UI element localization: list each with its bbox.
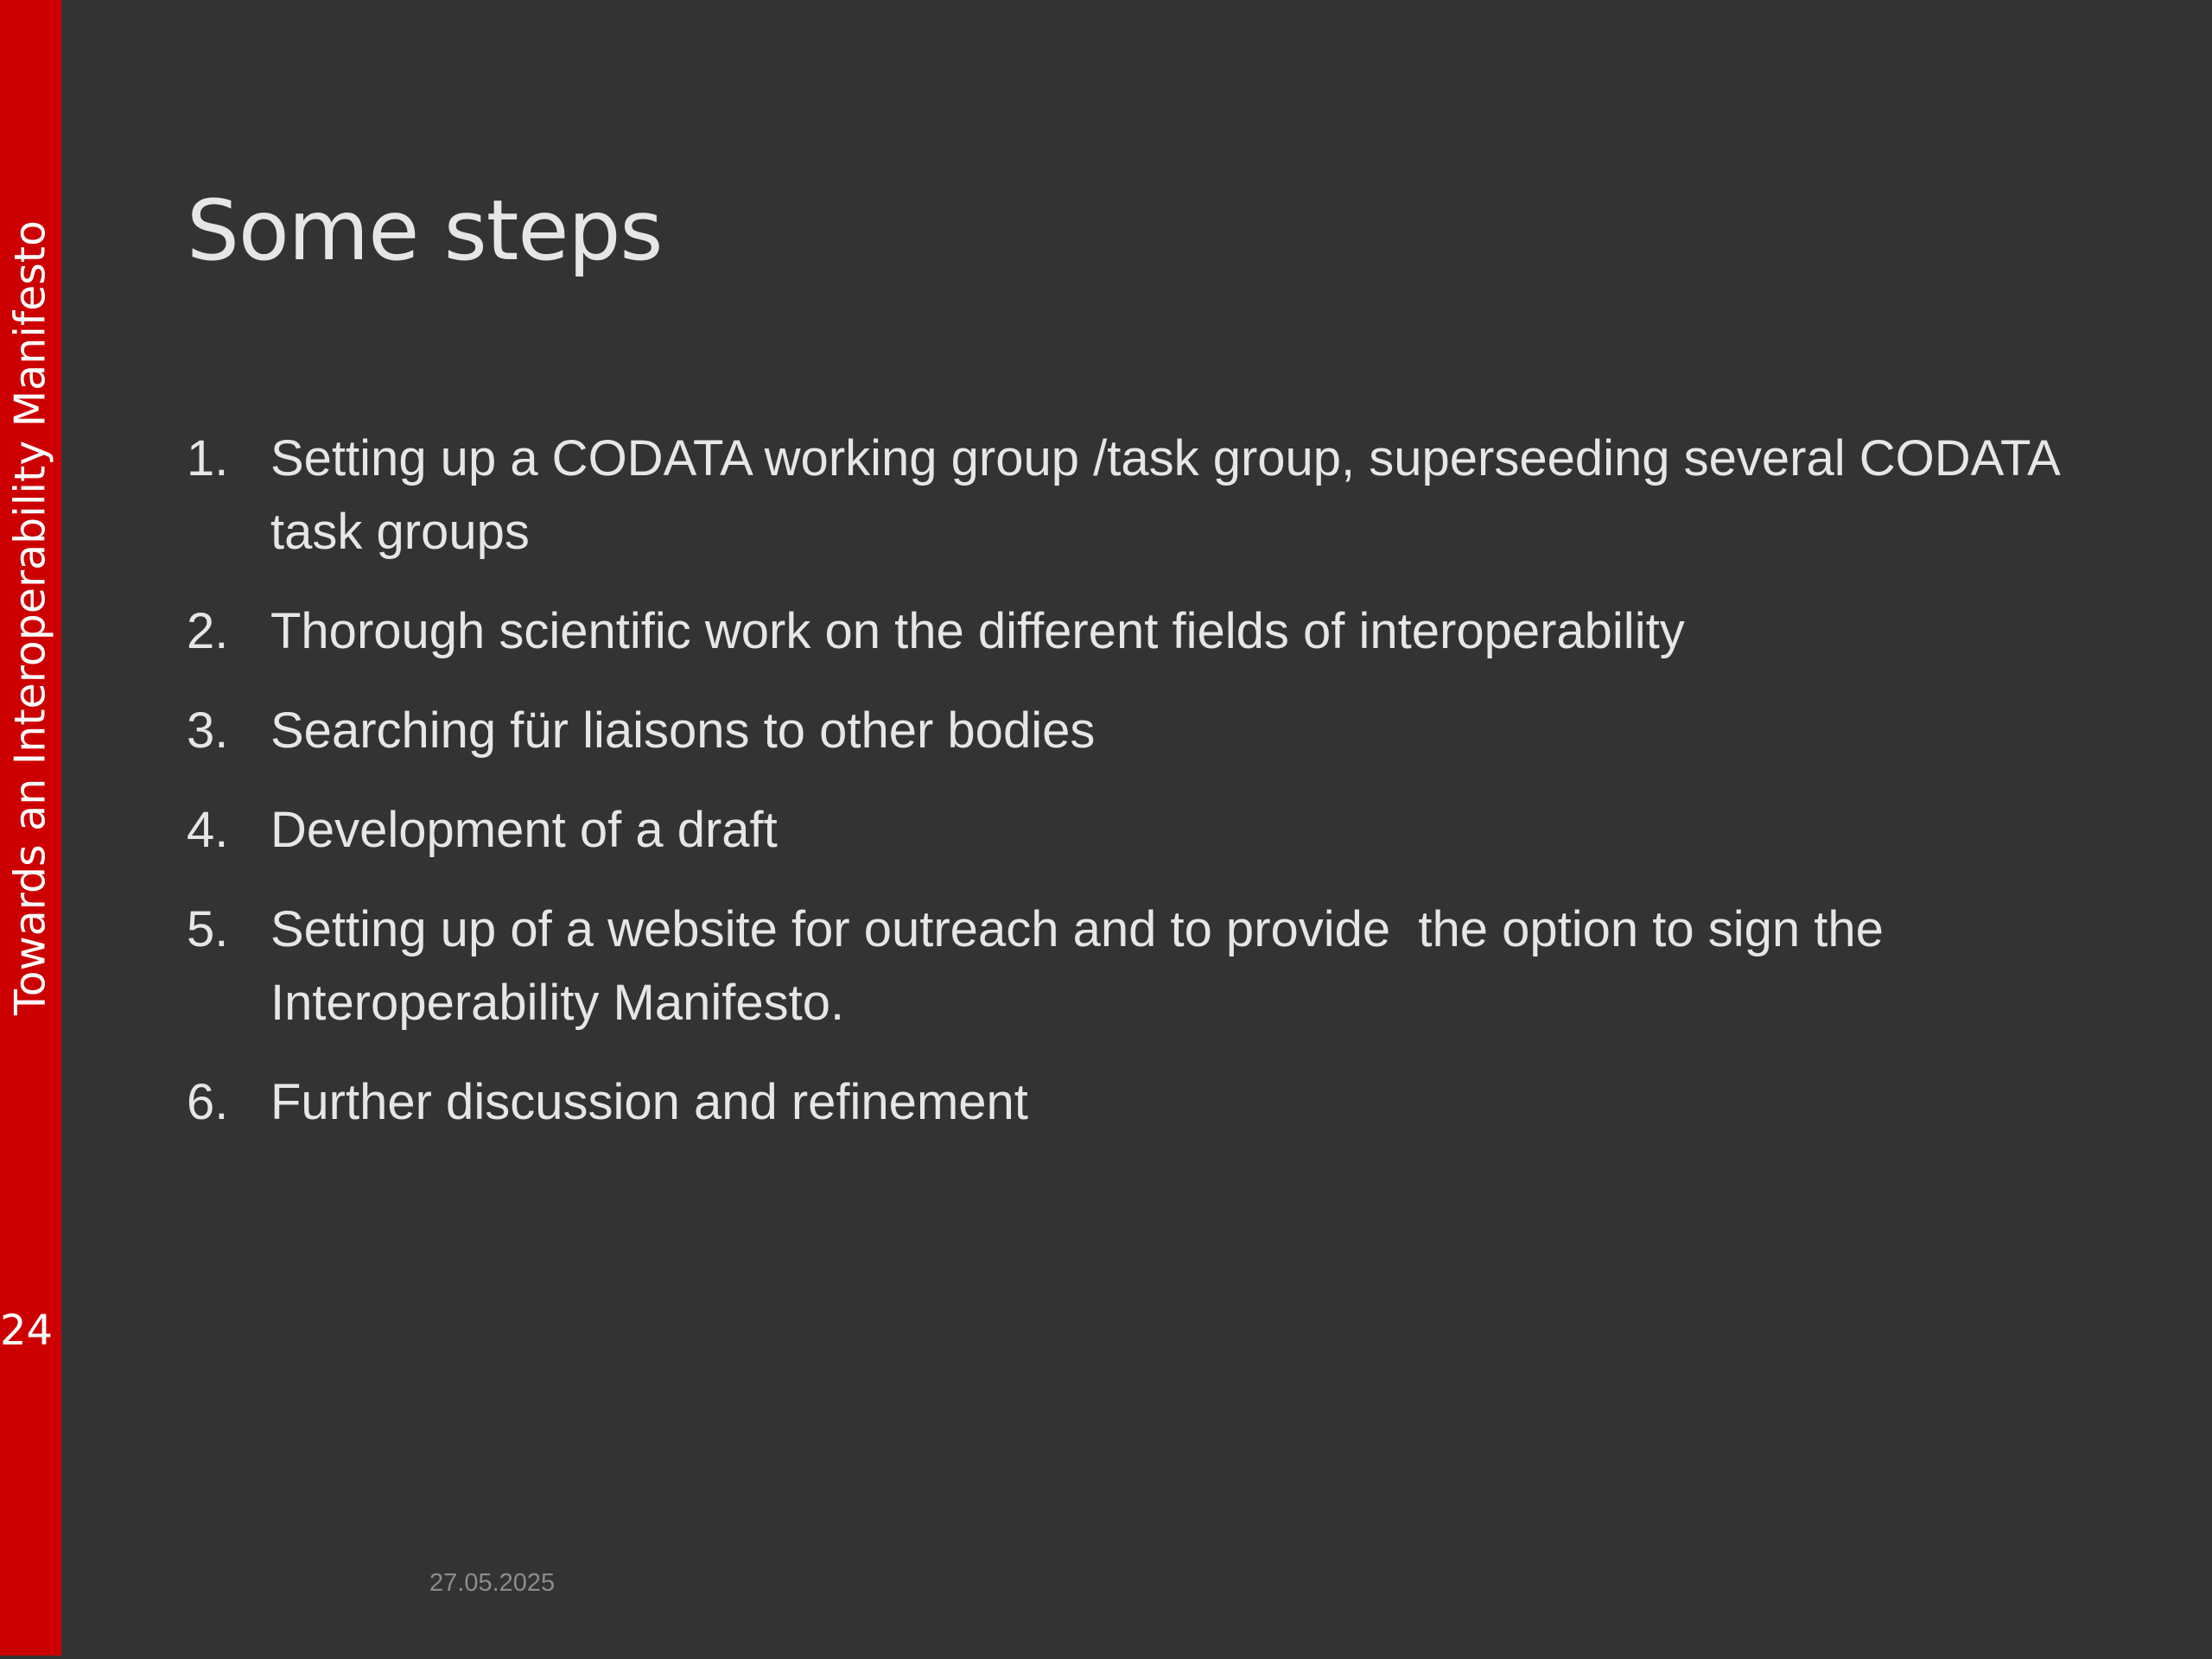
- list-item: [187, 422, 2088, 569]
- step-number: 6.: [187, 1074, 229, 1130]
- list-item: [187, 893, 2088, 1039]
- footer-date: 27.05.2025: [429, 1569, 556, 1597]
- step-number: 1.: [187, 430, 229, 486]
- page-number: 24: [0, 1306, 54, 1355]
- step-text: Searching für liaisons to other bodies: [270, 702, 1096, 759]
- list-item: [187, 694, 2088, 767]
- step-text: Thorough scientific work on the different fields of interoperability: [270, 603, 1685, 659]
- steps-list: [187, 422, 2088, 1165]
- list-item: [187, 594, 2088, 668]
- list-item: [187, 1065, 2088, 1139]
- sidebar-band: [0, 0, 61, 1656]
- step-text: Setting up a CODATA working group /task group, superseeding several CODATA task groups: [270, 430, 2072, 560]
- step-text: Setting up of a website for outreach and to provide the option to sign the Interoperability Manifesto.: [270, 901, 1898, 1031]
- step-number: 2.: [187, 603, 229, 659]
- step-number: 5.: [187, 901, 229, 957]
- step-text: Further discussion and refinement: [270, 1074, 1028, 1130]
- step-text: Development of a draft: [270, 802, 778, 858]
- presentation-title: Towards an Interoperability Manifesto: [5, 220, 55, 1015]
- step-number: 4.: [187, 802, 229, 858]
- step-number: 3.: [187, 702, 229, 759]
- list-item: [187, 793, 2088, 867]
- slide-title: Some steps: [187, 182, 663, 279]
